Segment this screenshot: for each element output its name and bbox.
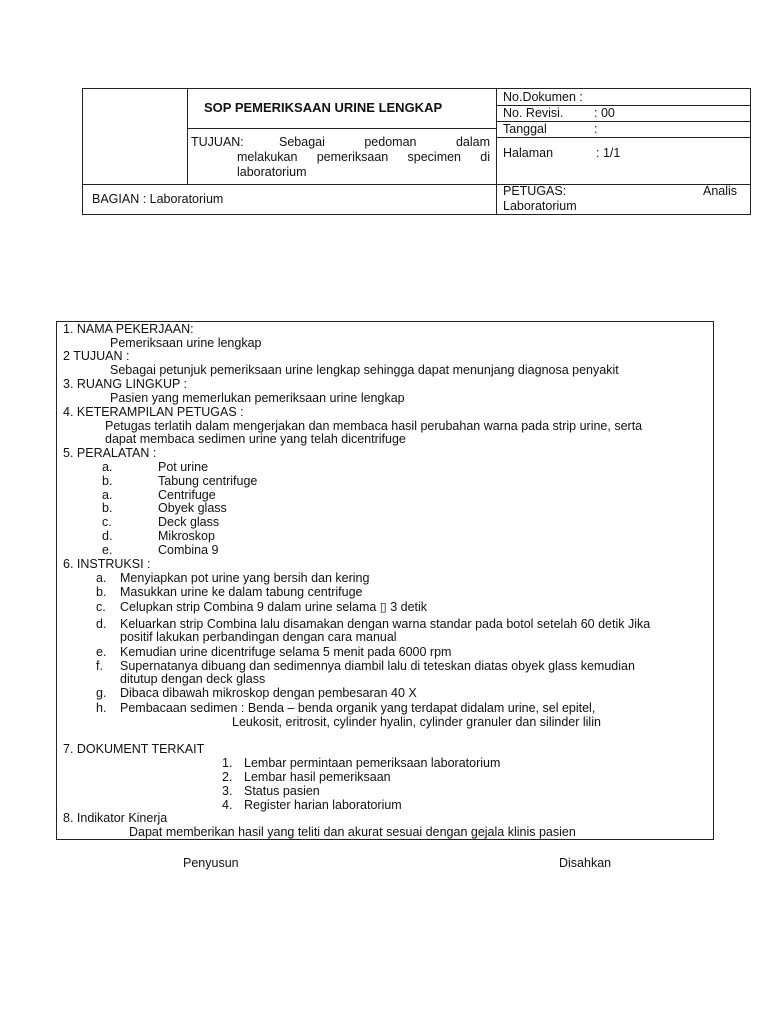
instruksi-item: Dibaca dibawah mikroskop dengan pembesaran 40 X (120, 686, 417, 700)
peralatan-mark: b. (102, 501, 113, 515)
tujuan-line-1: Sebagai pedoman dalam (279, 135, 490, 149)
peralatan-mark: d. (102, 529, 113, 543)
peralatan-item: Combina 9 (158, 543, 219, 557)
instruksi-item-continued: ditutup dengan deck glass (120, 672, 266, 686)
instruksi-mark: g. (96, 686, 107, 700)
section-8-text: Dapat memberikan hasil yang teliti dan akurat sesuai dengan gejala klinis pasien (129, 825, 576, 839)
dokumen-mark: 1. (222, 756, 233, 770)
petugas-label: PETUGAS: (503, 184, 567, 198)
dokumen-item: Lembar permintaan pemeriksaan laboratorium (244, 756, 501, 770)
halaman-label: Halaman (503, 146, 554, 160)
tujuan-label: TUJUAN: (191, 135, 244, 149)
section-6-title: 6. INSTRUKSI : (63, 557, 151, 571)
penyusun-label: Penyusun (183, 856, 239, 870)
instruksi-mark: c. (96, 600, 106, 614)
instruksi-item: Menyiapkan pot urine yang bersih dan kering (120, 571, 370, 585)
instruksi-item-continued: positif lakukan perbandingan dengan cara manual (120, 630, 397, 644)
instruksi-item: Supernatanya dibuang dan sedimennya diambil lalu di teteskan diatas obyek glass kemudian (120, 659, 635, 673)
instruksi-mark: f. (96, 659, 103, 673)
bagian-label: BAGIAN : Laboratorium (92, 192, 224, 206)
section-3-title: 3. RUANG LINGKUP : (63, 377, 188, 391)
header-title-rule (187, 128, 496, 129)
peralatan-mark: e. (102, 543, 113, 557)
header-divider-left (187, 89, 188, 184)
section-1-text: Pemeriksaan urine lengkap (110, 336, 262, 350)
peralatan-mark: b. (102, 474, 113, 488)
petugas-value-1: Analis (703, 184, 738, 198)
peralatan-item: Mikroskop (158, 529, 215, 543)
section-7-title: 7. DOKUMENT TERKAIT (63, 742, 205, 756)
section-4-title: 4. KETERAMPILAN PETUGAS : (63, 405, 244, 419)
tanggal-label: Tanggal (503, 122, 547, 136)
peralatan-mark: c. (102, 515, 112, 529)
section-2-text: Sebagai petunjuk pemeriksaan urine lengkap sehingga dapat menunjang diagnosa penyakit (110, 363, 619, 377)
dokumen-item: Register harian laboratorium (244, 798, 402, 812)
instruksi-last-line: Leukosit, eritrosit, cylinder hyalin, cylinder granuler dan silinder lilin (232, 715, 601, 729)
instruksi-mark: h. (96, 701, 107, 715)
tujuan-line-3: laboratorium (237, 165, 307, 179)
petugas-value-2: Laboratorium (503, 199, 577, 213)
dokumen-item: Lembar hasil pemeriksaan (244, 770, 391, 784)
tujuan-line-2: melakukan pemeriksaan specimen di (237, 150, 490, 164)
dokumen-mark: 2. (222, 770, 233, 784)
dokumen-item: Status pasien (244, 784, 320, 798)
section-5-title: 5. PERALATAN : (63, 446, 157, 460)
disahkan-label: Disahkan (559, 856, 612, 870)
instruksi-item: Celupkan strip Combina 9 dalam urine selama ▯ 3 detik (120, 600, 428, 614)
instruksi-mark: d. (96, 617, 107, 631)
section-3-text: Pasien yang memerlukan pemeriksaan urine lengkap (110, 391, 405, 405)
peralatan-item: Centrifuge (158, 488, 216, 502)
instruksi-mark: b. (96, 585, 107, 599)
header-bagian-rule (83, 184, 750, 185)
document-title: SOP PEMERIKSAAN URINE LENGKAP (204, 100, 443, 115)
section-4-text-2: dapat membaca sedimen urine yang telah dicentrifuge (105, 432, 406, 446)
peralatan-item: Deck glass (158, 515, 220, 529)
section-8-title: 8. Indikator Kinerja (63, 811, 168, 825)
dokumen-mark: 3. (222, 784, 233, 798)
peralatan-item: Obyek glass (158, 501, 227, 515)
dokumen-mark: 4. (222, 798, 233, 812)
header-meta-rule-3 (496, 137, 750, 138)
header-divider-right (496, 89, 497, 214)
peralatan-mark: a. (102, 488, 113, 502)
instruksi-item: Kemudian urine dicentrifuge selama 5 menit pada 6000 rpm (120, 645, 452, 659)
section-4-text-1: Petugas terlatih dalam mengerjakan dan membaca hasil perubahan warna pada strip urine, serta (105, 419, 643, 433)
instruksi-mark: e. (96, 645, 107, 659)
tanggal-value: : (594, 122, 598, 136)
instruksi-item: Masukkan urine ke dalam tabung centrifuge (120, 585, 363, 599)
instruksi-item: Pembacaan sedimen : Benda – benda organik yang terdapat didalam urine, sel epitel, (120, 701, 596, 715)
instruksi-mark: a. (96, 571, 107, 585)
instruksi-item: Keluarkan strip Combina lalu disamakan dengan warna standar pada botol setelah 60 detik Jika (120, 617, 651, 631)
no-revisi-label: No. Revisi. (503, 106, 564, 120)
section-2-title: 2 TUJUAN : (63, 349, 130, 363)
peralatan-item: Pot urine (158, 460, 209, 474)
halaman-value: : 1/1 (596, 146, 621, 160)
section-1-title: 1. NAMA PEKERJAAN: (63, 322, 194, 336)
peralatan-item: Tabung centrifuge (158, 474, 258, 488)
no-dokumen-label: No.Dokumen : (503, 90, 583, 104)
no-revisi-value: : 00 (594, 106, 615, 120)
peralatan-mark: a. (102, 460, 113, 474)
